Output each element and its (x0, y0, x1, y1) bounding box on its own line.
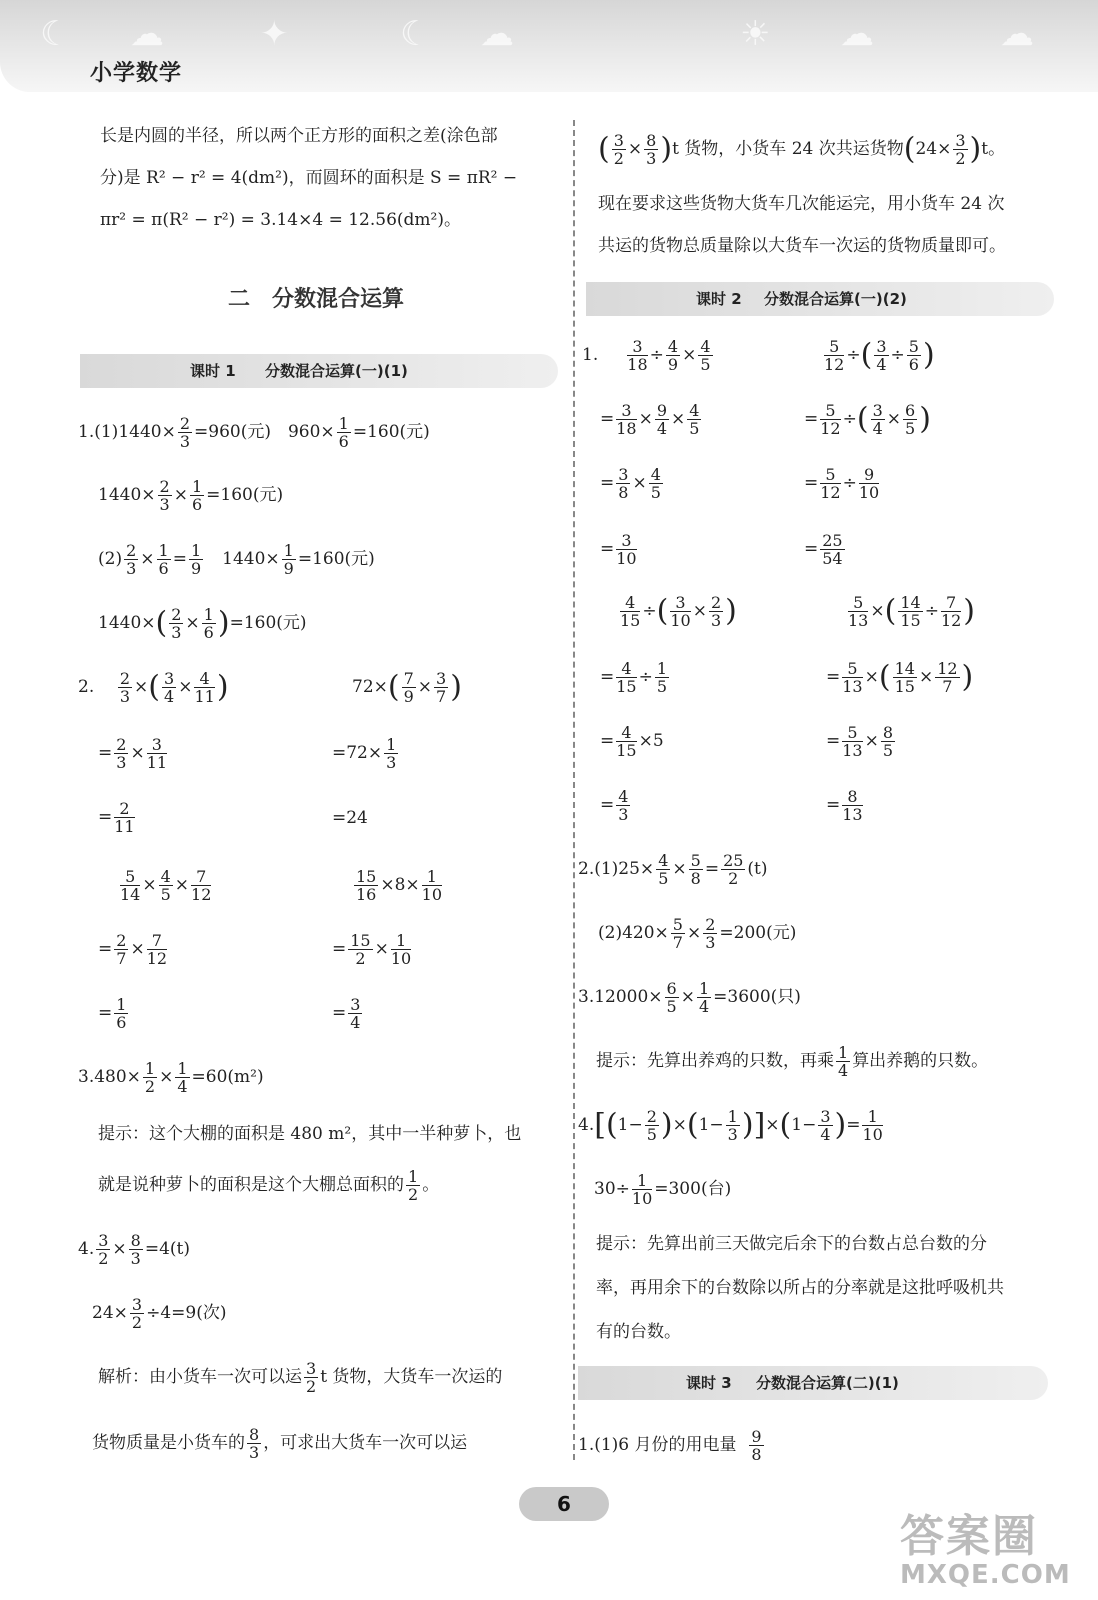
q4-explain-2: 货物质量是小货车的 $\frac{8}{3}$ ，可求出大货车一次可以运 (92, 1425, 468, 1462)
r-q1-b-result: = $\frac{25}{54}$ (804, 531, 843, 568)
column-divider (573, 120, 575, 1460)
q2-expr-c: $\frac{5}{14}$ × $\frac{4}{5}$ × $\frac{7}{12}$ (120, 867, 212, 904)
r-q1-expr-d: $\frac{5}{13}$ ×( $\frac{14}{15}$ ÷ $\frac{7}{12}$ ) (848, 593, 976, 630)
q2-expr-b: 72×( $\frac{7}{9}$ × $\frac{3}{7}$ ) (352, 669, 462, 706)
text: ，可求出大货车一次可以运 (263, 1433, 468, 1453)
q2-b-step1: =72× $\frac{1}{3}$ (332, 735, 397, 772)
text: 3.480× (78, 1067, 141, 1087)
text: =60(m²) (191, 1067, 264, 1087)
text: 就是说种萝卜的面积是这个大棚总面积的 (98, 1175, 404, 1195)
text: 2.(1)25× (578, 859, 655, 879)
intro-line-3: πr² = π(R² − r²) = 3.14×4 = 12.56(dm²)。 (100, 210, 461, 230)
section-title: 二 分数混合运算 (228, 287, 405, 312)
intro-line-1: 长是内圆的半径，所以两个正方形的面积之差(涂色部 (100, 126, 498, 146)
r-q4-line-1: 4.[(1− $\frac{2}{5}$ )×(1− $\frac{1}{3}$ )]×(1− $\frac{3}{4}$ )= $\frac{1}{10}$ (578, 1107, 883, 1144)
text: =4(t) (144, 1239, 191, 1259)
right-top-line-2: 现在要求这些货物大货车几次能运完，用小货车 24 次 (598, 194, 1005, 214)
lesson-2-header (586, 282, 1054, 316)
text: t。 (981, 139, 1006, 159)
text: t 货物，大货车一次运的 (320, 1367, 503, 1387)
r-q2-line-1: 2.(1)25× $\frac{4}{5}$ × $\frac{5}{8}$ = $\frac{25}{2}$ (t) (578, 851, 768, 888)
fraction: $\frac{1}{6}$ (191, 477, 203, 514)
star-icon: ✦ (260, 14, 289, 54)
cloud-icon: ☁ (480, 14, 514, 54)
text: 30÷ (594, 1179, 630, 1199)
right-top-line-3: 共运的货物总质量除以大货车一次运的货物质量即可。 (598, 236, 1006, 256)
text: (2) (98, 549, 123, 569)
fraction: $\frac{1}{6}$ (158, 541, 169, 578)
r-q1-expr-a: 1. $\frac{3}{18}$ ÷ $\frac{4}{9}$ × $\frac{4}{5}$ (582, 337, 711, 374)
text: =160(元) (229, 613, 307, 633)
q1-line-1 (78, 415, 430, 450)
r-q2-line-2: (2)420× $\frac{5}{7}$ × $\frac{2}{3}$ =200(元) (598, 915, 797, 952)
watermark-top: 答案圈 (900, 1511, 1038, 1562)
r-q1-a-step1: = $\frac{3}{18}$ × $\frac{9}{4}$ × $\frac{4}{5}$ (600, 401, 700, 438)
r-q1-expr-b: $\frac{5}{12}$ ÷( $\frac{3}{4}$ ÷ $\frac{5}{6}$ ) (824, 337, 935, 374)
q2-a-step1: = $\frac{2}{3}$ × $\frac{3}{11}$ (98, 735, 168, 772)
text: × (140, 549, 155, 569)
fraction: $\frac{2}{3}$ (171, 605, 182, 642)
r-q1-d-step2: = $\frac{5}{13}$ × $\frac{8}{5}$ (826, 723, 894, 760)
q2-c-step1: = $\frac{2}{7}$ × $\frac{7}{12}$ (98, 931, 168, 968)
fraction: $\frac{2}{3}$ (159, 477, 170, 514)
r-q3-hint: 提示：先算出养鸡的只数，再乘 $\frac{1}{4}$ 算出养鹅的只数。 (596, 1043, 989, 1080)
r-q1-b-step1: = $\frac{5}{12}$ ÷( $\frac{3}{4}$ × $\frac{6}{5}$ ) (804, 401, 931, 438)
text: (1)1440× (94, 422, 176, 442)
watermark (900, 1500, 1071, 1590)
lesson-label: 课时 3 (686, 1374, 732, 1392)
lesson-title: 分数混合运算(二)(1) (756, 1374, 899, 1392)
lesson-title: 分数混合运算(一)(2) (764, 290, 907, 308)
text: =300(台) (654, 1179, 732, 1199)
q3-hint-2: 就是说种萝卜的面积是这个大棚总面积的 $\frac{1}{2}$ 。 (98, 1167, 440, 1204)
text: × (173, 485, 188, 505)
page-number: 6 (519, 1487, 609, 1521)
q1-line-3 (98, 542, 375, 577)
q4-line-2: 24× $\frac{3}{2}$ ÷4=9(次) (92, 1295, 227, 1332)
q2-b-result: =24 (332, 808, 368, 828)
fraction: $\frac{2}{3}$ (179, 414, 191, 451)
lesson-label: 课时 1 (190, 362, 236, 380)
r-q4-hint-2: 率，再用余下的台数除以所占的分率就是这批呼吸机共 (596, 1278, 1004, 1298)
text: 算出养鹅的只数。 (852, 1051, 989, 1071)
r-q1-a-step2: = $\frac{3}{8}$ × $\frac{4}{5}$ (600, 465, 661, 502)
text: 1.(1)6 月份的用电量 (578, 1435, 737, 1455)
text: (t) (747, 859, 768, 879)
lesson-title: 分数混合运算(一)(1) (265, 362, 408, 380)
r-q1-expr-c: $\frac{4}{15}$ ÷( $\frac{3}{10}$ × $\frac{2}{3}$ ) (620, 593, 737, 630)
text: 。 (422, 1175, 440, 1195)
right-top-line-1: ( $\frac{3}{2}$ × $\frac{8}{3}$ )t 货物，小货车 24 次共运货物(24× $\frac{3}{2}$ )t。 (598, 131, 1006, 168)
intro-line-2: 分)是 R² − r² = 4(dm²)，而圆环的面积是 S = πR² − (100, 168, 518, 188)
q3-line: 3.480× $\frac{1}{2}$ × $\frac{1}{4}$ =60(m²) (78, 1059, 264, 1096)
r-q4-line-2: 30÷ $\frac{1}{10}$ =300(台) (594, 1171, 732, 1208)
r-q1-d-step1: = $\frac{5}{13}$ ×( $\frac{14}{15}$ × $\frac{12}{7}$ ) (826, 659, 974, 696)
lesson-label: 课时 2 (696, 290, 742, 308)
q4-line-1: 4. $\frac{3}{2}$ × $\frac{8}{3}$ =4(t) (78, 1231, 191, 1268)
text: 货物质量是小货车的 (92, 1433, 245, 1453)
lesson-3-header (578, 1366, 1048, 1400)
r-q1-d-result: = $\frac{8}{13}$ (826, 787, 863, 824)
lesson-1-header (80, 354, 558, 388)
text: 3.12000× (578, 987, 663, 1007)
q1-line-4: 1440×( $\frac{2}{3}$ × $\frac{1}{6}$ )=160(元) (98, 605, 307, 642)
text: 72× (352, 677, 388, 697)
cloud-icon: ☁ (840, 14, 874, 54)
text: =200(元) (719, 923, 797, 943)
q-number: 4. (578, 1115, 595, 1135)
text: =3600(只) (713, 987, 801, 1007)
cloud-icon: ☁ (1000, 14, 1034, 54)
text: 1440× (205, 549, 280, 569)
text: (2)420× (598, 923, 669, 943)
text: 提示：先算出养鸡的只数，再乘 (596, 1051, 834, 1071)
q2-expr-a: 2. $\frac{2}{3}$ ×( $\frac{3}{4}$ × $\frac{4}{11}$ ) (78, 669, 229, 706)
q2-expr-d: $\frac{15}{16}$ ×8× $\frac{1}{10}$ (356, 867, 443, 904)
r-q1-c-step2: = $\frac{4}{15}$ ×5 (600, 723, 664, 760)
header-banner (0, 0, 1098, 92)
text: =960(元) 960× (194, 422, 335, 442)
fraction: $\frac{1}{6}$ (203, 605, 214, 642)
r-q4-hint-1: 提示：先算出前三天做完后余下的台数占总台数的分 (596, 1234, 987, 1254)
text: 24× (92, 1303, 128, 1323)
text: 解析：由小货车一次可以运 (98, 1367, 302, 1387)
q4-explain-1: 解析：由小货车一次可以运 $\frac{3}{2}$ t 货物，大货车一次运的 (98, 1359, 503, 1396)
q2-d-step1: = $\frac{15}{2}$ × $\frac{1}{10}$ (332, 931, 412, 968)
moon-icon: ☾ (400, 14, 431, 54)
fraction: $\frac{1}{9}$ (190, 541, 202, 578)
fraction: $\frac{1}{6}$ (338, 414, 349, 451)
q-number: 1. (582, 345, 599, 365)
q-number: 1. (78, 422, 95, 442)
text: 1440× (98, 485, 156, 505)
r-q1-c-result: = $\frac{4}{3}$ (600, 787, 629, 824)
text: =160(元) (297, 549, 375, 569)
q2-d-result: = $\frac{3}{4}$ (332, 995, 361, 1032)
text: =160(元) (352, 422, 430, 442)
subject-title: 小学数学 (90, 61, 183, 86)
fraction: $\frac{1}{9}$ (283, 541, 294, 578)
r-q1-a-result: = $\frac{3}{10}$ (600, 531, 637, 568)
q-number: 2. (78, 677, 95, 697)
q3-hint-1: 提示：这个大棚的面积是 480 m²，其中一半种萝卜，也 (98, 1124, 522, 1144)
r-q4-hint-3: 有的台数。 (596, 1322, 681, 1342)
sun-icon: ☀ (740, 14, 771, 54)
q1-line-2 (98, 478, 283, 513)
l3-q1-line: 1.(1)6 月份的用电量 $\frac{9}{8}$ (578, 1427, 762, 1464)
r-q1-c-step1: = $\frac{4}{15}$ ÷ $\frac{1}{5}$ (600, 659, 668, 696)
cloud-icon: ☁ (130, 14, 164, 54)
fraction: $\frac{2}{3}$ (126, 541, 137, 578)
text: =72× (332, 743, 383, 763)
moon-icon: ☾ (40, 14, 71, 54)
text: t 货物，小货车 24 次共运货物 (672, 139, 904, 159)
watermark-bottom: MXQE.COM (900, 1560, 1071, 1590)
q-number: 4. (78, 1239, 95, 1259)
q2-a-result: = $\frac{2}{11}$ (98, 799, 135, 836)
text: = (172, 549, 187, 569)
r-q3-line: 3.12000× $\frac{6}{5}$ × $\frac{1}{4}$ =3600(只) (578, 979, 801, 1016)
text: ÷4=9(次) (146, 1303, 227, 1323)
text: =160(元) (206, 485, 284, 505)
q2-c-result: = $\frac{1}{6}$ (98, 995, 127, 1032)
r-q1-b-step2: = $\frac{5}{12}$ ÷ $\frac{9}{10}$ (804, 465, 880, 502)
text: 1440× (98, 613, 156, 633)
